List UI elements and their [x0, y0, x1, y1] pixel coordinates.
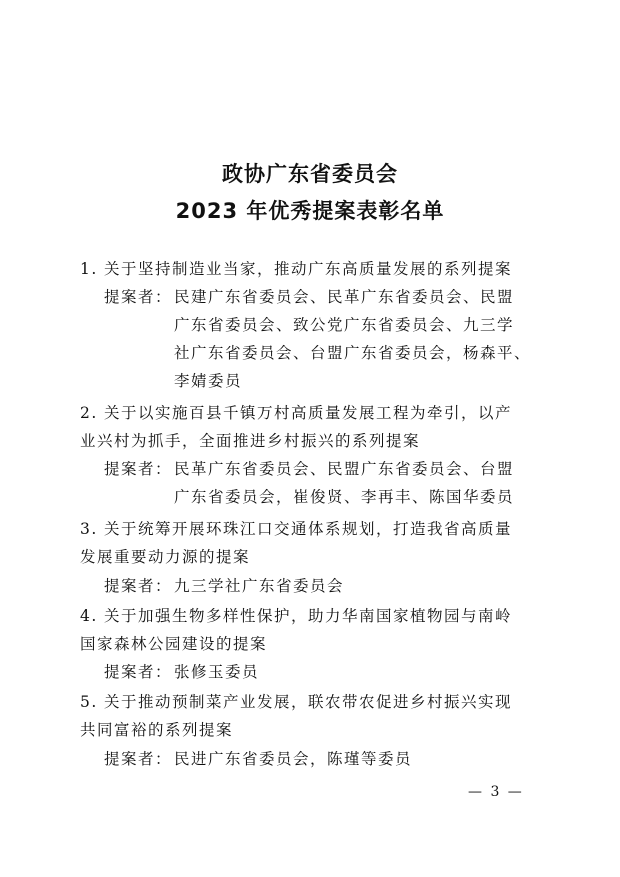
item-5-title-line-2: 共同富裕的系列提案: [80, 721, 234, 739]
item-3-title-line-2: 发展重要动力源的提案: [80, 548, 251, 566]
item-3-proposer-line-1: 九三学社广东省委员会: [174, 577, 345, 595]
item-2-proposer-line-1: 民革广东省委员会、民盟广东省委员会、台盟: [174, 460, 515, 478]
item-1-title-line-1: 关于坚持制造业当家，推动广东高质量发展的系列提案: [104, 260, 513, 278]
item-5-proposer-line-1: 民进广东省委员会，陈瑾等委员: [174, 750, 413, 768]
document-title: 政协广东省委员会: [222, 162, 398, 186]
document-subtitle: 2023 年优秀提案表彰名单: [175, 199, 445, 223]
item-1-proposer-line-3: 社广东省委员会、台盟广东省委员会，杨森平、: [174, 344, 532, 362]
item-2-number: 2.: [80, 404, 98, 422]
item-1-proposer-label: 提案者：: [104, 288, 173, 306]
item-4-proposer-label: 提案者：: [104, 663, 173, 681]
item-4-title-line-2: 国家森林公园建设的提案: [80, 635, 268, 653]
item-1-proposer-line-2: 广东省委员会、致公党广东省委员会、九三学: [174, 316, 515, 334]
item-1-number: 1.: [80, 260, 98, 278]
item-2-proposer-label: 提案者：: [104, 460, 173, 478]
item-2-proposer-line-2: 广东省委员会，崔俊贤、李再丰、陈国华委员: [174, 488, 515, 506]
item-3-proposer-label: 提案者：: [104, 577, 173, 595]
item-5-title-line-1: 关于推动预制菜产业发展，联农带农促进乡村振兴实现: [104, 693, 513, 711]
item-3-title-line-1: 关于统筹开展环珠江口交通体系规划，打造我省高质量: [104, 520, 513, 538]
item-4-number: 4.: [80, 607, 98, 625]
item-1-proposer-line-1: 民建广东省委员会、民革广东省委员会、民盟: [174, 288, 515, 306]
item-1-proposer-line-4: 李婧委员: [174, 372, 243, 390]
item-5-number: 5.: [80, 693, 98, 711]
item-2-title-line-1: 关于以实施百县千镇万村高质量发展工程为牵引，以产: [104, 404, 513, 422]
item-3-number: 3.: [80, 520, 98, 538]
item-2-title-line-2: 业兴村为抓手，全面推进乡村振兴的系列提案: [80, 432, 421, 450]
item-4-title-line-1: 关于加强生物多样性保护，助力华南国家植物园与南岭: [104, 607, 513, 625]
page-number: — 3 —: [468, 784, 524, 800]
item-4-proposer-line-1: 张修玉委员: [174, 663, 260, 681]
item-5-proposer-label: 提案者：: [104, 750, 173, 768]
